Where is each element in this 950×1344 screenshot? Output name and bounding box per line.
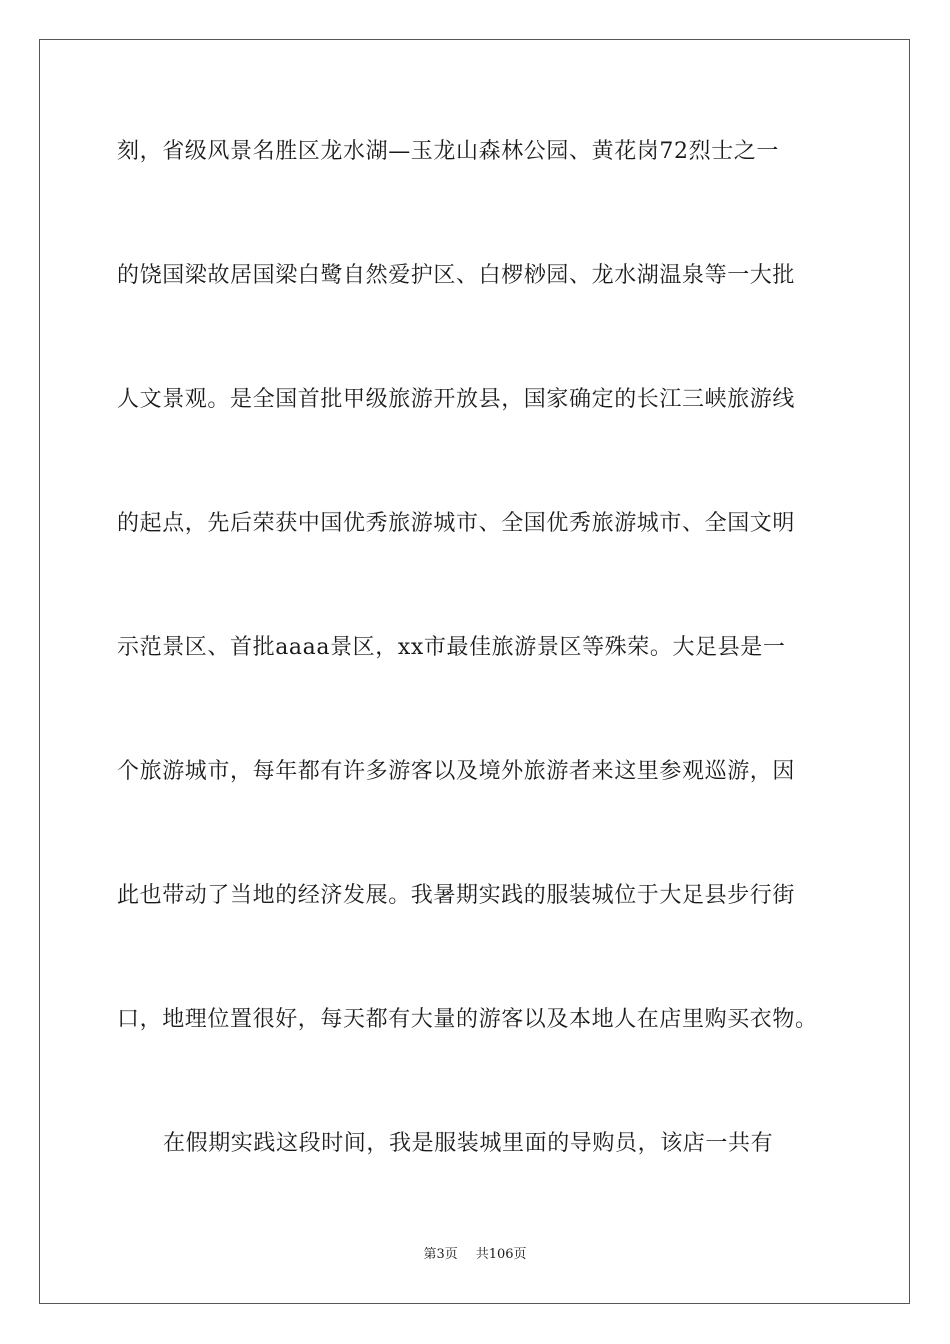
- text-line: 个旅游城市，每年都有许多游客以及境外旅游者来这里参观巡游，因: [117, 759, 796, 784]
- page-number: 第3页: [423, 1247, 458, 1262]
- paragraph-start-line: 在假期实践这段时间，我是服装城里面的导购员，该店一共有: [163, 1131, 774, 1156]
- text-line: 示范景区、首批aaaa景区，xx市最佳旅游景区等殊荣。大足县是一: [117, 635, 786, 660]
- text-line: 的起点，先后荣获中国优秀旅游城市、全国优秀旅游城市、全国文明: [117, 511, 796, 536]
- text-line: 刻，省级风景名胜区龙水湖—玉龙山森林公园、黄花岗72烈士之一: [117, 139, 779, 164]
- page-border: [39, 39, 910, 1304]
- page-total: 共106页: [475, 1247, 527, 1262]
- text-line: 口，地理位置很好，每天都有大量的游客以及本地人在店里购买衣物。: [117, 1007, 818, 1032]
- page-footer: [0, 1246, 950, 1264]
- text-line: 此也带动了当地的经济发展。我暑期实践的服装城位于大足县步行街: [117, 883, 796, 908]
- text-line: 人文景观。是全国首批甲级旅游开放县，国家确定的长江三峡旅游线: [117, 387, 796, 412]
- text-line: 的饶国梁故居国梁白鹭自然爱护区、白椤桫园、龙水湖温泉等一大批: [117, 263, 796, 288]
